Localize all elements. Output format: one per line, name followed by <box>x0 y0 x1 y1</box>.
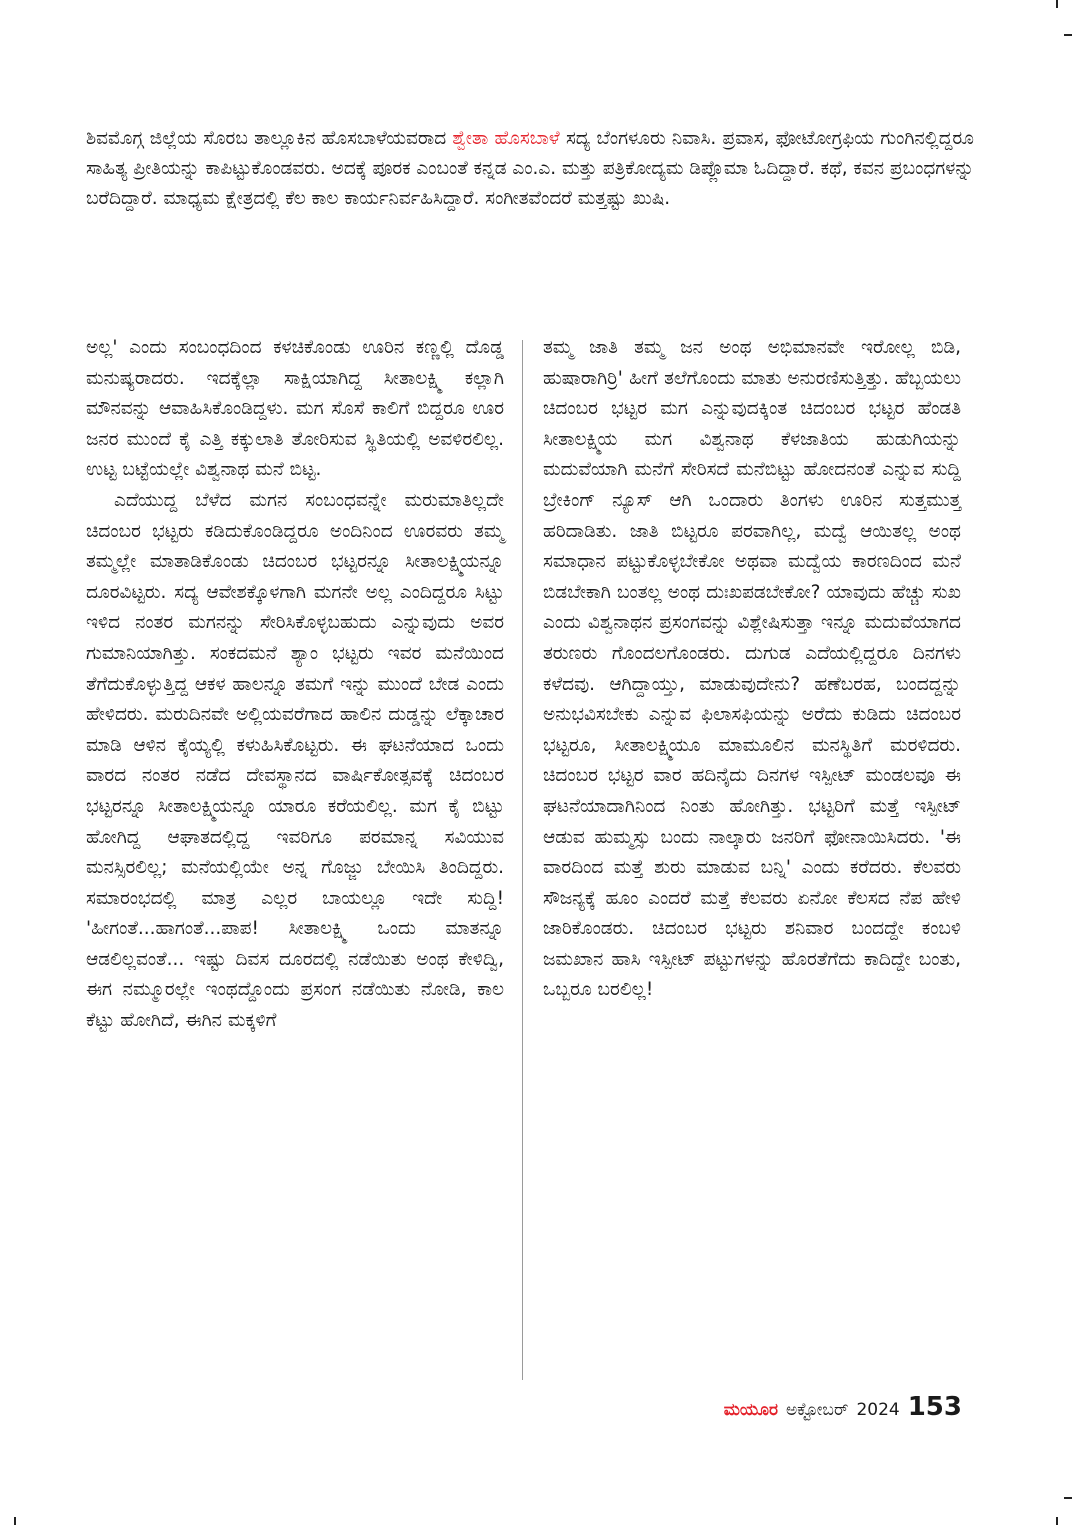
paragraph: ತಮ್ಮ ಜಾತಿ ತಮ್ಮ ಜನ ಅಂಥ ಅಭಿಮಾನವೇ ಇರೋಲ್ಲ ಬಿಡಿ, ಹುಷಾರಾಗಿರ್ರಿ' ಹೀಗೆ ತಲೆಗೊಂದು ಮಾತು ಅನುರಣಿಸುತ್ತಿತ್ತು. ಹೆಬ್ಬಯಲು ಚಿದಂಬರ ಭಟ್ಟರ ಮಗ ಎನ್ನುವುದಕ್ಕಿಂತ ಚಿದಂಬರ ಭಟ್ಟರ ಹೆಂಡತಿ ಸೀತಾಲಕ್ಷ್ಮಿಯ ಮಗ ವಿಶ್ವನಾಥ ಕೆಳಜಾತಿಯ ಹುಡುಗಿಯನ್ನು ಮದುವೆಯಾಗಿ ಮನೆಗೆ ಸೇರಿಸದೆ ಮನೆಬಿಟ್ಟು ಹೋದನಂತೆ ಎನ್ನುವ ಸುದ್ದಿ ಬ್ರೇಕಿಂಗ್ ನ್ಯೂಸ್ ಆಗಿ ಒಂದಾರು ತಿಂಗಳು ಊರಿನ ಸುತ್ತಮುತ್ತ ಹರಿದಾಡಿತು. ಜಾತಿ ಬಿಟ್ಟರೂ ಪರವಾಗಿಲ್ಲ, ಮದ್ವೆ ಆಯಿತಲ್ಲ ಅಂಥ ಸಮಾಧಾನ ಪಟ್ಟುಕೊಳ್ಳಬೇಕೋ ಅಥವಾ ಮದ್ವೆಯ ಕಾರಣದಿಂದ ಮನೆ ಬಿಡಬೇಕಾಗಿ ಬಂತಲ್ಲ ಅಂಥ ದುಃಖಪಡಬೇಕೋ? ಯಾವುದು ಹೆಚ್ಚು ಸುಖ ಎಂದು ವಿಶ್ವನಾಥನ ಪ್ರಸಂಗವನ್ನು ವಿಶ್ಲೇಷಿಸುತ್ತಾ ಇನ್ನೂ ಮದುವೆಯಾಗದ ತರುಣರು ಗೊಂದಲಗೊಂಡರು. ದುಗುಡ ಎದೆಯಲ್ಲಿದ್ದರೂ ದಿನಗಳು ಕಳೆದವು. ಆಗಿದ್ದಾಯ್ತು, ಮಾಡುವುದೇನು? ಹಣೆಬರಹ, ಬಂದದ್ದನ್ನು ಅನುಭವಿಸಬೇಕು ಎನ್ನುವ ಫಿಲಾಸಫಿಯನ್ನು ಅರೆದು ಕುಡಿದು ಚಿದಂಬರ ಭಟ್ಟರೂ, ಸೀತಾಲಕ್ಷ್ಮಿಯೂ ಮಾಮೂಲಿನ ಮನಸ್ಥಿತಿಗೆ ಮರಳಿದರು. ಚಿದಂಬರ ಭಟ್ಟರ ವಾರ ಹದಿನೈದು ದಿನಗಳ ಇಸ್ಪೀಟ್ ಮಂಡಲವೂ ಈ ಘಟನೆಯಾದಾಗಿನಿಂದ ನಿಂತು ಹೋಗಿತ್ತು. ಭಟ್ಟರಿಗೆ ಮತ್ತೆ ಇಸ್ಪೀಟ್ ಆಡುವ ಹುಮ್ಮಸ್ಸು ಬಂದು ನಾಲ್ಕಾರು ಜನರಿಗೆ ಫೋನಾಯಿಸಿದರು. 'ಈ ವಾರದಿಂದ ಮತ್ತೆ ಶುರು ಮಾಡುವ ಬನ್ನಿ' ಎಂದು ಕರೆದರು. ಕೆಲವರು ಸೌಜನ್ಯಕ್ಕೆ ಹೂಂ ಎಂದರೆ ಮತ್ತೆ ಕೆಲವರು ಏನೋ ಕೆಲಸದ ನೆಪ ಹೇಳಿ ಜಾರಿಕೊಂಡರು. ಚಿದಂಬರ ಭಟ್ಟರು ಶನಿವಾರ ಬಂದದ್ದೇ ಕಂಬಳಿ ಜಮಖಾನ ಹಾಸಿ ಇಸ್ಪೀಟ್ ಪಟ್ಟುಗಳನ್ನು ಹೊರತೆಗೆದು ಕಾದಿದ್ದೇ ಬಂತು, ಒಬ್ಬರೂ ಬರಲಿಲ್ಲ! <box>543 337 961 1001</box>
author-bio <box>86 124 974 214</box>
bio-text-before: ಶಿವಮೊಗ್ಗ ಜಿಲ್ಲೆಯ ಸೊರಬ ತಾಲ್ಲೂಕಿನ ಹೊಸಬಾಳೆಯವರಾದ <box>86 128 453 149</box>
author-name: ಶ್ವೇತಾ ಹೊಸಬಾಳೆ <box>452 128 560 149</box>
bio-text-after: ಸದ್ಯ ಬೆಂಗಳೂರು ನಿವಾಸಿ. ಪ್ರವಾಸ, ಫೋಟೋಗ್ರಫಿಯ ಗುಂಗಿನಲ್ಲಿದ್ದರೂ ಸಾಹಿತ್ಯ ಪ್ರೀತಿಯನ್ನು ಕಾಪಿಟ್ಟುಕೊಂಡವರು. ಅದಕ್ಕೆ ಪೂರಕ ಎಂಬಂತೆ ಕನ್ನಡ ಎಂ.ಎ. ಮತ್ತು ಪತ್ರಿಕೋದ್ಯಮ ಡಿಪ್ಲೊಮಾ ಓದಿದ್ದಾರೆ. ಕಥೆ, ಕವನ ಪ್ರಬಂಧಗಳನ್ನು ಬರೆದಿದ್ದಾರೆ. ಮಾಧ್ಯಮ ಕ್ಷೇತ್ರದಲ್ಲಿ ಕೆಲ ಕಾಲ ಕಾರ್ಯನಿರ್ವಹಿಸಿದ್ದಾರೆ. ಸಂಗೀತವೆಂದರೆ ಮತ್ತಷ್ಟು ಖುಷಿ. <box>86 128 974 209</box>
issue-month: ಅಕ್ಟೋಬರ್ <box>785 1400 849 1420</box>
column-divider <box>522 340 523 1380</box>
crop-mark-right-bottom <box>1064 1497 1072 1499</box>
crop-mark-bottom-left <box>14 1517 16 1525</box>
crop-mark-top-right <box>1056 0 1058 8</box>
paragraph: ಎದೆಯುದ್ದ ಬೆಳೆದ ಮಗನ ಸಂಬಂಧವನ್ನೇ ಮರುಮಾತಿಲ್ಲದೇ ಚಿದಂಬರ ಭಟ್ಟರು ಕಡಿದುಕೊಂಡಿದ್ದರೂ ಅಂದಿನಿಂದ ಊರವರು ತಮ್ಮ ತಮ್ಮಲ್ಲೇ ಮಾತಾಡಿಕೊಂಡು ಚಿದಂಬರ ಭಟ್ಟರನ್ನೂ ಸೀತಾಲಕ್ಷ್ಮಿಯನ್ನೂ ದೂರವಿಟ್ಟರು. ಸದ್ಯ ಆವೇಶಕ್ಕೊಳಗಾಗಿ ಮಗನೇ ಅಲ್ಲ ಎಂದಿದ್ದರೂ ಸಿಟ್ಟು ಇಳಿದ ನಂತರ ಮಗನನ್ನು ಸೇರಿಸಿಕೊಳ್ಳಬಹುದು ಎನ್ನುವುದು ಅವರ ಗುಮಾನಿಯಾಗಿತ್ತು. ಸಂಕದಮನೆ ಶ್ಯಾಂ ಭಟ್ಟರು ಇವರ ಮನೆಯಿಂದ ತೆಗೆದುಕೊಳ್ಳುತ್ತಿದ್ದ ಆಕಳ ಹಾಲನ್ನೂ ತಮಗೆ ಇನ್ನು ಮುಂದೆ ಬೇಡ ಎಂದು ಹೇಳಿದರು. ಮರುದಿನವೇ ಅಲ್ಲಿಯವರೆಗಾದ ಹಾಲಿನ ದುಡ್ಡನ್ನು ಲೆಕ್ಕಾಚಾರ ಮಾಡಿ ಆಳಿನ ಕೈಯ್ಯಲ್ಲಿ ಕಳುಹಿಸಿಕೊಟ್ಟರು. ಈ ಘಟನೆಯಾದ ಒಂದು ವಾರದ ನಂತರ ನಡೆದ ದೇವಸ್ಥಾನದ ವಾರ್ಷಿಕೋತ್ಸವಕ್ಕೆ ಚಿದಂಬರ ಭಟ್ಟರನ್ನೂ ಸೀತಾಲಕ್ಷ್ಮಿಯನ್ನೂ ಯಾರೂ ಕರೆಯಲಿಲ್ಲ. ಮಗ ಕೈ ಬಿಟ್ಟು ಹೋಗಿದ್ದ ಆಘಾತದಲ್ಲಿದ್ದ ಇವರಿಗೂ ಪರಮಾನ್ನ ಸವಿಯುವ ಮನಸ್ಸಿರಲಿಲ್ಲ; ಮನೆಯಲ್ಲಿಯೇ ಅನ್ನ ಗೊಜ್ಜು ಬೇಯಿಸಿ ತಿಂದಿದ್ದರು. ಸಮಾರಂಭದಲ್ಲಿ ಮಾತ್ರ ಎಲ್ಲರ ಬಾಯಲ್ಲೂ ಇದೇ ಸುದ್ದಿ! 'ಹೀಗಂತೆ...ಹಾಗಂತೆ...ಪಾಪ! ಸೀತಾಲಕ್ಷ್ಮಿ ಒಂದು ಮಾತನ್ನೂ ಆಡಲಿಲ್ಲವಂತೆ... ಇಷ್ಟು ದಿವಸ ದೂರದಲ್ಲಿ ನಡೆಯಿತು ಅಂಥ ಕೇಳಿದ್ವಿ, ಈಗ ನಮ್ಮೂರಲ್ಲೇ ಇಂಥದ್ದೊಂದು ಪ್ರಸಂಗ ನಡೆಯಿತು ನೋಡಿ, ಕಾಲ ಕೆಟ್ಟು ಹೋಗಿದೆ, ಈಗಿನ ಮಕ್ಕಳಿಗೆ <box>86 489 504 1032</box>
text-column-left <box>86 333 504 1037</box>
crop-mark-bottom-right <box>1056 1517 1058 1525</box>
paragraph: ಅಲ್ಲ' ಎಂದು ಸಂಬಂಧದಿಂದ ಕಳಚಿಕೊಂಡು ಊರಿನ ಕಣ್ಣಲ್ಲಿ ದೊಡ್ಡ ಮನುಷ್ಯರಾದರು. ಇದಕ್ಕೆಲ್ಲಾ ಸಾಕ್ಷಿಯಾಗಿದ್ದ ಸೀತಾಲಕ್ಷ್ಮಿ ಕಲ್ಲಾಗಿ ಮೌನವನ್ನು ಆವಾಹಿಸಿಕೊಂಡಿದ್ದಳು. ಮಗ ಸೊಸೆ ಕಾಲಿಗೆ ಬಿದ್ದರೂ ಊರ ಜನರ ಮುಂದೆ ಕೈ ಎತ್ತಿ ಕಕ್ಕುಲಾತಿ ತೋರಿಸುವ ಸ್ಥಿತಿಯಲ್ಲಿ ಅವಳಿರಲಿಲ್ಲ. ಉಟ್ಟ ಬಟ್ಟೆಯಲ್ಲೇ ವಿಶ್ವನಾಥ ಮನೆ ಬಿಟ್ಟ. <box>86 337 504 481</box>
page-number: 153 <box>907 1392 962 1422</box>
crop-mark-right-top <box>1064 34 1072 36</box>
magazine-name: ಮಯೂರ <box>723 1400 778 1420</box>
issue-year: 2024 <box>856 1400 900 1420</box>
page-footer <box>724 1392 962 1426</box>
text-column-right <box>543 333 961 1006</box>
